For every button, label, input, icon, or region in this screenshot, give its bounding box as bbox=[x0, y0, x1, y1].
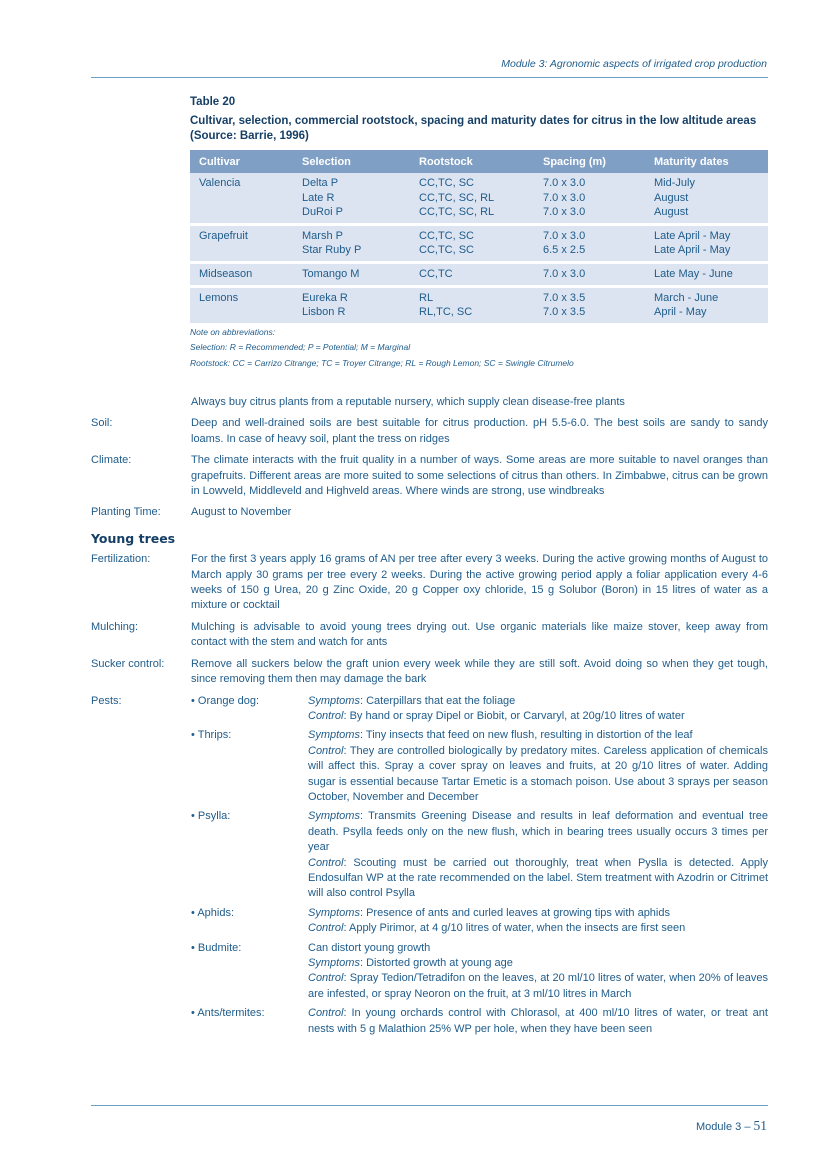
column-header: Selection bbox=[293, 150, 410, 173]
pest-symptoms-label: Symptoms bbox=[308, 906, 360, 919]
table-cell-selection: Delta P Late R DuRoi P bbox=[293, 173, 410, 224]
table-cell-rootstock: CC,TC bbox=[410, 262, 534, 286]
pest-note: Can distort young growth bbox=[308, 941, 431, 954]
column-header: Cultivar bbox=[190, 150, 293, 173]
planting-row bbox=[91, 505, 768, 520]
pest-control-label: Control bbox=[308, 972, 344, 985]
pest-name-text: Aphids: bbox=[197, 906, 235, 919]
soil-row bbox=[91, 416, 768, 447]
pest-name bbox=[191, 728, 308, 805]
intro-text: Always buy citrus plants from a reputable nursery, which supply clean disease-free plants bbox=[191, 396, 625, 408]
table-header-row bbox=[190, 150, 768, 173]
table-caption: Cultivar, selection, commercial rootstock, spacing and maturity dates for citrus in the low altitude areas (Source: Barrie, 1996) bbox=[190, 115, 757, 142]
column-header: Maturity dates bbox=[645, 150, 768, 173]
table-cell-spacing: 7.0 x 3.0 bbox=[534, 262, 645, 286]
page-footer bbox=[696, 1118, 767, 1134]
table-cell-maturity: March - June April - May bbox=[645, 286, 768, 323]
pest-control-label: Control bbox=[308, 856, 344, 869]
pest-description bbox=[308, 906, 768, 937]
running-header: Module 3: Agronomic aspects of irrigated crop production bbox=[501, 58, 767, 70]
pest-symptoms-label: Symptoms bbox=[308, 694, 360, 707]
fertilization-text: For the first 3 years apply 16 grams of AN per tree after every 3 weeks. During the active growing months of August to March apply 30 grams per tree every 2 weeks. During the active growing period apply a foliar application every 4-6 weeks of 150 g Urea, 20 g Zinc Oxide, 20 g Copper oxy chloride, 15 g Solubor (Boron) in 15 litres of water as a mixture or cocktail bbox=[191, 553, 768, 612]
bullet-icon: • bbox=[191, 906, 198, 919]
note-line: Selection: R = Recommended; P = Potential; M = Marginal bbox=[190, 342, 411, 353]
pest-name bbox=[191, 694, 308, 725]
pest-symptoms: Symptoms: Distorted growth at young age bbox=[308, 957, 513, 969]
note-line: Note on abbreviations: bbox=[190, 326, 276, 337]
pest-control-text: By hand or spray Dipel or Biobit, or Carvaryl, at 20g/10 litres of water bbox=[349, 709, 685, 722]
pest-name bbox=[191, 809, 308, 901]
table-cell-selection: Tomango M bbox=[293, 262, 410, 286]
bullet-icon: • bbox=[191, 729, 198, 742]
pest-item bbox=[191, 941, 768, 1003]
table-cell-spacing: 7.0 x 3.5 7.0 x 3.5 bbox=[534, 286, 645, 323]
pest-control-label: Control bbox=[308, 1007, 344, 1020]
pest-name-text: Psylla: bbox=[197, 810, 231, 823]
pest-symptoms-text: Caterpillars that eat the foliage bbox=[366, 694, 516, 707]
pest-control-text: They are controlled biologically by predatory mites. Careless application of chemicals will affect this. Spray a cover spray on leaves and fruits, at 20 g/10 litres of water. Adding sugar is essential because Tartar Emetic is a stomach poison. Use about 3 sprays per season October, November and December bbox=[308, 744, 768, 803]
mulching-row bbox=[91, 620, 768, 651]
pest-item bbox=[191, 906, 768, 937]
column-header: Rootstock bbox=[410, 150, 534, 173]
pest-symptoms: Symptoms: Transmits Greening Disease and results in leaf deformation and eventual tree death. Psylla feeds only on the new flush, which in bearing trees usually occurs 3 times per year bbox=[308, 810, 768, 854]
table-notes bbox=[190, 325, 768, 372]
pest-symptoms: Symptoms: Tiny insects that feed on new flush, resulting in distortion of the leaf bbox=[308, 729, 693, 742]
pest-symptoms-text: Presence of ants and curled leaves at growing tips with aphids bbox=[366, 906, 670, 919]
intro-row bbox=[91, 395, 768, 410]
table-cell-maturity: Late April - May Late April - May bbox=[645, 224, 768, 262]
note-line: Rootstock: CC = Carrizo Citrange; TC = Troyer Citrange; RL = Rough Lemon; SC = Swingle Citrumelo bbox=[190, 357, 574, 368]
citrus-table bbox=[190, 150, 768, 323]
pest-name bbox=[191, 1006, 308, 1037]
bullet-icon: • bbox=[191, 694, 198, 707]
table-cell-spacing: 7.0 x 3.0 6.5 x 2.5 bbox=[534, 224, 645, 262]
pest-control-text: Apply Pirimor, at 4 g/10 litres of water, when the insects are first seen bbox=[348, 922, 686, 935]
table-cell-maturity: Mid-July August August bbox=[645, 173, 768, 224]
pest-symptoms: Symptoms: Presence of ants and curled leaves at growing tips with aphids bbox=[308, 906, 670, 919]
table-cell-rootstock: CC,TC, SC CC,TC, SC bbox=[410, 224, 534, 262]
sucker-control-text: Remove all suckers below the graft union every week while they are still soft. Avoid doing so when they get tough, since removing them then may damage the bark bbox=[191, 657, 768, 686]
pest-description bbox=[308, 728, 768, 805]
footer-dash: – bbox=[744, 1121, 751, 1133]
pest-name-text: Orange dog: bbox=[197, 694, 260, 707]
bullet-icon: • bbox=[191, 941, 198, 954]
pest-description bbox=[308, 941, 768, 1003]
pest-name-text: Budmite: bbox=[197, 941, 242, 954]
climate-row bbox=[91, 453, 768, 499]
mulching-text: Mulching is advisable to avoid young trees drying out. Use organic materials like maize stover, keep away from contact with the stem and watch for ants bbox=[191, 620, 768, 649]
table-row bbox=[190, 224, 768, 262]
table-cell-selection: Eureka R Lisbon R bbox=[293, 286, 410, 323]
pests-row bbox=[91, 694, 768, 1042]
pests-label: Pests: bbox=[91, 694, 122, 707]
table-cell-cultivar: Lemons bbox=[190, 286, 293, 323]
pest-name-text: Ants/termites: bbox=[197, 1007, 265, 1020]
table-cell-selection: Marsh P Star Ruby P bbox=[293, 224, 410, 262]
pest-item bbox=[191, 694, 768, 725]
pest-symptoms-text: Transmits Greening Disease and results in leaf deformation and eventual tree death. Psylla feeds only on the new flush, which in bearing trees usually occurs 3 times per year bbox=[308, 810, 768, 854]
pest-item bbox=[191, 1006, 768, 1037]
climate-label: Climate: bbox=[91, 454, 132, 467]
planting-label: Planting Time: bbox=[91, 506, 161, 519]
table-block bbox=[190, 96, 768, 371]
table-number: Table 20 bbox=[190, 96, 236, 108]
column-header: Spacing (m) bbox=[534, 150, 645, 173]
climate-text: The climate interacts with the fruit quality in a number of ways. Some areas are more suitable to navel oranges than grapefruits. Different areas are more suited to some selections of citrus than others. In Zimbabwe, citrus can be grown in Lowveld, Middleveld and Highveld areas. Where winds are strong, use windbreaks bbox=[191, 454, 768, 498]
pest-control-text: Spray Tedion/Tetradifon on the leaves, at 20 ml/10 litres of water, when 20% of leaves are infested, or spray Neoron on the fruit, at 3 ml/10 litres in March bbox=[308, 972, 768, 1000]
pest-list bbox=[191, 694, 768, 1042]
pest-item bbox=[191, 728, 768, 805]
table-cell-cultivar: Valencia bbox=[190, 173, 293, 224]
pest-symptoms-text: Distorted growth at young age bbox=[366, 957, 513, 969]
pest-control-label: Control bbox=[308, 709, 344, 722]
body-text bbox=[91, 395, 768, 1047]
page-number: 51 bbox=[753, 1118, 767, 1133]
soil-label: Soil: bbox=[91, 417, 113, 430]
pest-symptoms-text: Tiny insects that feed on new flush, resulting in distortion of the leaf bbox=[365, 729, 693, 742]
sucker-control-label: Sucker control: bbox=[91, 657, 165, 670]
pest-name bbox=[191, 941, 308, 1003]
pest-symptoms-label: Symptoms bbox=[308, 957, 360, 969]
pest-control: Control: Scouting must be carried out thoroughly, treat when Pyslla is detected. Apply Endosulfan WP at the rate recommended on the label. Stem treatment with Azodrin or Citrimet will also control Psylla bbox=[308, 856, 768, 900]
pest-symptoms-label: Symptoms bbox=[308, 810, 360, 823]
pest-control: Control: They are controlled biologically by predatory mites. Careless application of chemicals will affect this. Spray a cover spray on leaves and fruits, at 20 g/10 litres of water. Adding sugar is essential because Tartar Emetic is a stomach poison. Use about 3 sprays per season October, November and December bbox=[308, 744, 768, 803]
table-row bbox=[190, 173, 768, 224]
table-cell-maturity: Late May - June bbox=[645, 262, 768, 286]
sucker-control-row bbox=[91, 657, 768, 688]
pest-control-label: Control bbox=[308, 744, 344, 757]
table-cell-spacing: 7.0 x 3.0 7.0 x 3.0 7.0 x 3.0 bbox=[534, 173, 645, 224]
fertilization-row bbox=[91, 552, 768, 614]
bullet-icon: • bbox=[191, 1007, 198, 1020]
pest-name bbox=[191, 906, 308, 937]
pest-control: Control: Spray Tedion/Tetradifon on the leaves, at 20 ml/10 litres of water, when 20% of leaves are infested, or spray Neoron on the fruit, at 3 ml/10 litres in March bbox=[308, 972, 768, 1000]
table-cell-rootstock: RL RL,TC, SC bbox=[410, 286, 534, 323]
mulching-label: Mulching: bbox=[91, 620, 139, 633]
soil-text: Deep and well-drained soils are best suitable for citrus production. pH 5.5-6.0. The best soils are sandy to sandy loams. In case of heavy soil, plant the tress on ridges bbox=[191, 417, 768, 445]
bullet-icon: • bbox=[191, 810, 198, 823]
table-cell-cultivar: Midseason bbox=[190, 262, 293, 286]
pest-item bbox=[191, 809, 768, 901]
section-heading: Young trees bbox=[91, 530, 176, 546]
pest-name-text: Thrips: bbox=[197, 729, 232, 742]
footer-rule bbox=[91, 1105, 768, 1106]
pest-control-text: Scouting must be carried out thoroughly, treat when Pyslla is detected. Apply Endosulfan WP at the rate recommended on the label. Stem treatment with Azodrin or Citrimet will also control Psylla bbox=[308, 856, 768, 900]
table-cell-rootstock: CC,TC, SC CC,TC, SC, RL CC,TC, SC, RL bbox=[410, 173, 534, 224]
table-row bbox=[190, 286, 768, 323]
pest-description bbox=[308, 694, 768, 725]
table-cell-cultivar: Grapefruit bbox=[190, 224, 293, 262]
pest-control: Control: In young orchards control with Chlorasol, at 400 ml/10 litres of water, or treat ant nests with 5 g Malathion 25% WP per hole, when they have been seen bbox=[308, 1007, 768, 1035]
footer-module: Module 3 bbox=[695, 1121, 742, 1133]
pest-symptoms-label: Symptoms bbox=[308, 729, 360, 742]
pest-control: Control: By hand or spray Dipel or Biobit, or Carvaryl, at 20g/10 litres of water bbox=[308, 709, 685, 722]
pest-control-label: Control bbox=[308, 922, 344, 935]
pest-description bbox=[308, 809, 768, 901]
table-row bbox=[190, 262, 768, 286]
header-rule bbox=[91, 77, 768, 78]
pest-control: Control: Apply Pirimor, at 4 g/10 litres of water, when the insects are first seen bbox=[308, 922, 686, 935]
pest-symptoms: Symptoms: Caterpillars that eat the foliage bbox=[308, 694, 516, 707]
fertilization-label: Fertilization: bbox=[91, 553, 151, 566]
pest-description bbox=[308, 1006, 768, 1037]
planting-text: August to November bbox=[191, 506, 292, 519]
pest-control-text: In young orchards control with Chlorasol, at 400 ml/10 litres of water, or treat ant nests with 5 g Malathion 25% WP per hole, when they have been seen bbox=[308, 1007, 768, 1035]
